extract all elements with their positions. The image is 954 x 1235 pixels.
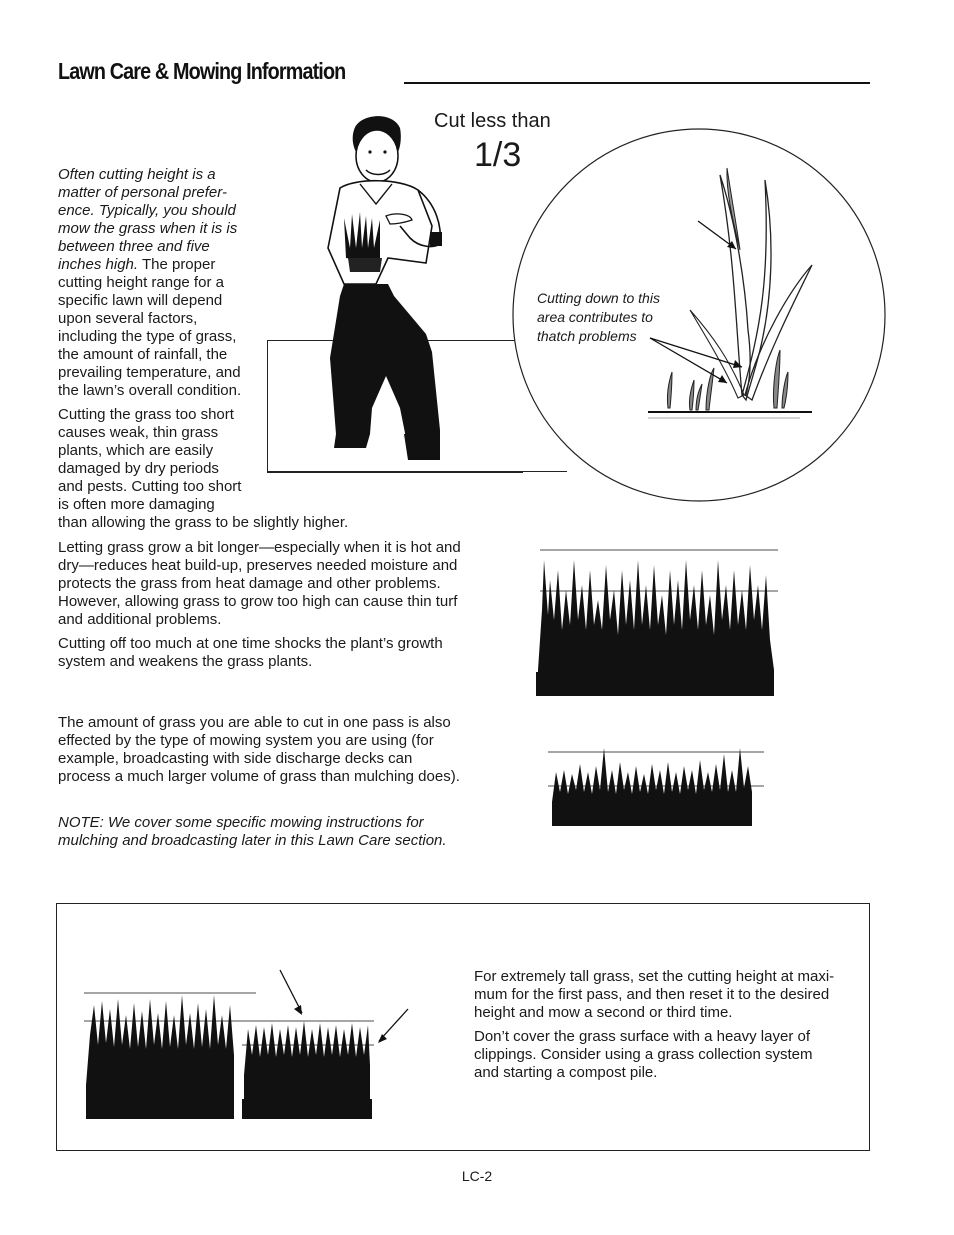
- text-line: For extremely tall grass, set the cutting height at maxi-: [474, 968, 835, 985]
- text-line: Cutting off too much at one time shocks the plant’s growth: [58, 635, 443, 652]
- text-line: and starting a compost pile.: [474, 1064, 658, 1081]
- text-line: plants, which are easily: [58, 442, 214, 459]
- text-line: and pests. Cutting too short: [58, 478, 242, 495]
- intro-line: prevailing temperature, and: [58, 364, 241, 381]
- text-line: and additional problems.: [58, 611, 222, 628]
- intro-line: ence. Typically, you should: [58, 202, 236, 219]
- text-line: Don’t cover the grass surface with a heavy layer of: [474, 1028, 810, 1045]
- page-title: Lawn Care & Mowing Information: [58, 58, 346, 84]
- intro-italic-fragment: inches high.: [58, 256, 139, 273]
- intro-line-mixed: [58, 256, 263, 274]
- too-short-paragraph: [58, 406, 378, 532]
- cut-less-than-label: Cut less than: [434, 110, 551, 132]
- text-line: clippings. Consider using a grass collection system: [474, 1046, 813, 1063]
- intro-line: matter of personal prefer-: [58, 184, 227, 201]
- intro-paragraph: [58, 166, 263, 400]
- tall-grass-tip: [474, 968, 864, 1022]
- intro-line: including the type of grass,: [58, 328, 237, 345]
- text-line: system and weakens the grass plants.: [58, 653, 313, 670]
- text-line: process a much larger volume of grass than mulching does).: [58, 768, 460, 785]
- intro-line: the amount of rainfall, the: [58, 346, 228, 363]
- text-line: example, broadcasting with side discharge decks can: [58, 750, 413, 767]
- longer-grass-paragraph: [58, 539, 488, 629]
- thatch-callout: [537, 289, 717, 346]
- text-line: is often more damaging: [58, 496, 215, 513]
- note-paragraph: [58, 814, 488, 850]
- intro-normal-fragment: The proper: [138, 256, 216, 273]
- callout-line: Cutting down to this: [537, 290, 660, 306]
- text-line: Cutting the grass too short: [58, 406, 234, 423]
- intro-line: specific lawn will depend: [58, 292, 223, 309]
- text-line: However, allowing grass to grow too high can cause thin turf: [58, 593, 458, 610]
- callout-line: thatch problems: [537, 328, 637, 344]
- callout-line: area contributes to: [537, 309, 653, 325]
- text-line: The amount of grass you are able to cut in one pass is also: [58, 714, 451, 731]
- one-third-label: 1/3: [474, 136, 522, 174]
- intro-line: between three and five: [58, 238, 210, 255]
- text-line: mulching and broadcasting later in this Lawn Care section.: [58, 832, 447, 849]
- text-line: mum for the first pass, and then reset it to the desired: [474, 986, 830, 1003]
- text-line: protects the grass from heat damage and other problems.: [58, 575, 441, 592]
- intro-line: cutting height range for a: [58, 274, 224, 291]
- one-pass-paragraph: [58, 714, 488, 786]
- intro-line: the lawn’s overall condition.: [58, 382, 242, 399]
- intro-line: upon several factors,: [58, 310, 198, 327]
- two-pass-grass-illustration: [82, 965, 422, 1125]
- intro-line: Often cutting height is a: [58, 166, 216, 183]
- text-line: effected by the type of mowing system you are using (for: [58, 732, 434, 749]
- text-line: dry—reduces heat build-up, preserves needed moisture and: [58, 557, 458, 574]
- text-line: causes weak, thin grass: [58, 424, 219, 441]
- text-line: Letting grass grow a bit longer—especially when it is hot and: [58, 539, 461, 556]
- text-line: NOTE: We cover some specific mowing instructions for: [58, 814, 424, 831]
- page-number: LC-2: [461, 1168, 493, 1184]
- tall-grass-illustration: [536, 540, 780, 700]
- text-line: damaged by dry periods: [58, 460, 219, 477]
- clippings-tip: [474, 1028, 864, 1082]
- text-line: than allowing the grass to be slightly higher.: [58, 514, 349, 531]
- too-much-paragraph: [58, 635, 488, 671]
- intro-line: mow the grass when it is is: [58, 220, 238, 237]
- short-grass-illustration: [546, 742, 766, 830]
- text-line: height and mow a second or third time.: [474, 1004, 733, 1021]
